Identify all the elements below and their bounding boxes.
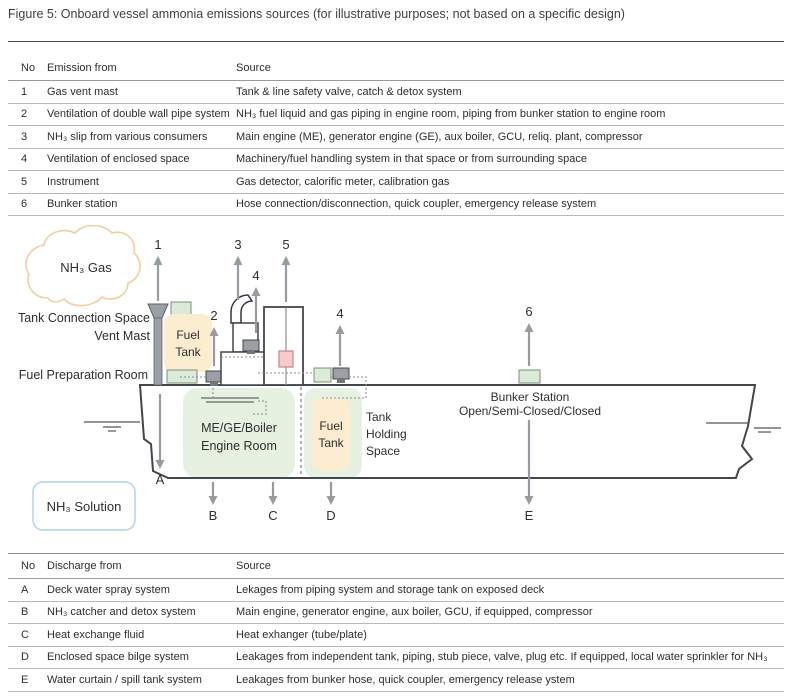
- flow-arrow-head: [336, 325, 345, 334]
- diagram-label: Fuel Preparation Room: [18, 368, 148, 382]
- diagram-label: Fuel: [176, 328, 200, 342]
- flow-arrow-head: [209, 496, 218, 505]
- vent-mast-head: [148, 304, 168, 318]
- table-cell: Bunker station: [47, 198, 118, 211]
- table-cell: NH₃ fuel liquid and gas piping in engine room, piping from bunker station to engine room: [236, 108, 666, 121]
- hold-fuel-tank: [311, 398, 350, 471]
- arrow-label: E: [524, 508, 534, 523]
- table-cell: Lekages from piping system and storage tank on exposed deck: [236, 583, 545, 596]
- arrow-label: 3: [234, 237, 242, 252]
- waterline-right: [706, 423, 781, 432]
- diagram-label: Tank: [366, 410, 392, 424]
- table-cell: 6: [21, 198, 28, 211]
- flow-arrow-head: [269, 496, 278, 505]
- flow-arrow-head: [252, 287, 261, 296]
- table-cell: D: [21, 651, 29, 664]
- table-header-row: [8, 56, 784, 81]
- waterline-left: [84, 422, 140, 431]
- arrow-label: 6: [525, 304, 533, 319]
- table-row: [8, 171, 784, 194]
- table-cell: E: [21, 673, 29, 686]
- table-row: [8, 149, 784, 172]
- deck-fuel-tank: [164, 314, 212, 372]
- table-row: [8, 579, 784, 602]
- figure-title: Figure 5: Onboard vessel ammonia emissions sources (for illustrative purposes; not based on a specific design): [8, 7, 625, 21]
- diagram-label: Fuel: [319, 419, 343, 433]
- table-row: [8, 81, 784, 104]
- table-cell: Deck water spray system: [47, 583, 170, 596]
- bunker-station-box: [519, 370, 540, 383]
- table-cell: Enclosed space bilge system: [47, 651, 189, 664]
- table-cell: NH₃ slip from various consumers: [47, 130, 208, 143]
- table-cell: 4: [21, 153, 28, 166]
- table-cell: Gas detector, calorific meter, calibration gas: [236, 175, 450, 188]
- deckhouse: [221, 352, 266, 385]
- flow-arrow-head: [234, 256, 243, 265]
- nh3-gas-label: NH₃ Gas: [60, 260, 112, 275]
- arrow-label: 1: [154, 237, 162, 252]
- table-cell: Leakages from independent tank, piping, stub piece, valve, plug etc. If equipped, local water sprinkler for NH₃: [236, 651, 768, 664]
- column-header: No: [21, 560, 36, 572]
- table-cell: 3: [21, 130, 28, 143]
- title-rule: [8, 41, 784, 42]
- diagram-label: Engine Room: [201, 439, 277, 453]
- diagram-label: Holding: [366, 427, 407, 441]
- table-cell: C: [21, 628, 29, 641]
- table-row: [8, 104, 784, 127]
- diagram-label: Tank: [318, 436, 344, 450]
- emission-table: [8, 56, 784, 216]
- arrow-label: 4: [336, 306, 344, 321]
- table-cell: Tank & line safety valve, catch & detox system: [236, 85, 462, 98]
- column-header: No: [21, 62, 36, 74]
- table-cell: Ventilation of enclosed space: [47, 153, 190, 166]
- table-cell: NH₃ catcher and detox system: [47, 606, 196, 619]
- flow-arrow-head: [327, 496, 336, 505]
- column-header: Emission from: [47, 62, 117, 74]
- cowl-vent: [231, 295, 252, 323]
- table-cell: 1: [21, 85, 28, 98]
- column-header: Source: [236, 62, 271, 74]
- table-cell: Main engine (ME), generator engine (GE), aux boiler, GCU, reliq. plant, compressor: [236, 130, 643, 143]
- table-cell: A: [21, 583, 29, 596]
- table-row: [8, 602, 784, 625]
- table-row: [8, 194, 784, 217]
- table-cell: B: [21, 606, 29, 619]
- table-row: [8, 624, 784, 647]
- arrow-label: B: [208, 508, 218, 523]
- flow-arrow-head: [525, 323, 534, 332]
- table-cell: Heat exhanger (tube/plate): [236, 628, 367, 641]
- table-cell: Machinery/fuel handling system in that space or from surrounding space: [236, 153, 587, 166]
- flow-arrow-head: [282, 256, 291, 265]
- diagram-label: Space: [366, 444, 401, 458]
- diagram-label: ME/GE/Boiler: [201, 421, 277, 435]
- diagram-label: Open/Semi-Closed/Closed: [458, 404, 602, 418]
- nh3-solution-label: NH₃ Solution: [46, 499, 122, 514]
- table-row: [8, 669, 784, 692]
- diagram-label: Tank Connection Space: [17, 311, 150, 325]
- diagram-label: Tank: [175, 345, 201, 359]
- table-cell: 2: [21, 108, 28, 121]
- column-header: Discharge from: [47, 560, 122, 572]
- arrow-label: D: [326, 508, 336, 523]
- table-cell: Instrument: [47, 175, 99, 188]
- diagram-label: Vent Mast: [94, 329, 150, 343]
- table-row: [8, 126, 784, 149]
- flow-arrow-head: [156, 460, 165, 469]
- table-cell: Ventilation of double wall pipe system: [47, 108, 230, 121]
- valve-4-right: [333, 368, 349, 383]
- column-header: Source: [236, 560, 271, 572]
- tcs-equipment-box: [171, 302, 191, 315]
- flow-arrow-head: [525, 496, 534, 505]
- valve-2: [206, 371, 222, 386]
- instrument-box: [279, 351, 293, 367]
- arrow-label: 4: [252, 268, 260, 283]
- flow-arrow-head: [154, 256, 163, 265]
- table-cell: 5: [21, 175, 28, 188]
- enclosed-space-box: [314, 368, 331, 382]
- table-cell: Main engine, generator engine, aux boiler, GCU, if equipped, compressor: [236, 606, 593, 619]
- arrow-label: 5: [282, 237, 290, 252]
- table-cell: Heat exchange fluid: [47, 628, 145, 641]
- discharge-table: [8, 553, 784, 692]
- table-header-row: [8, 554, 784, 579]
- arrow-label: A: [155, 472, 165, 487]
- vessel-diagram: [0, 225, 792, 553]
- table-cell: Gas vent mast: [47, 85, 118, 98]
- vent-mast-pole: [154, 318, 162, 385]
- table-cell: Leakages from bunker hose, quick coupler, emergency release ystem: [236, 673, 575, 686]
- table-cell: Hose connection/disconnection, quick coupler, emergency release system: [236, 198, 597, 211]
- arrow-label: 2: [210, 308, 218, 323]
- table-cell: Water curtain / spill tank system: [47, 673, 202, 686]
- arrow-label: C: [268, 508, 278, 523]
- table-row: [8, 647, 784, 670]
- diagram-label: Bunker Station: [490, 390, 570, 404]
